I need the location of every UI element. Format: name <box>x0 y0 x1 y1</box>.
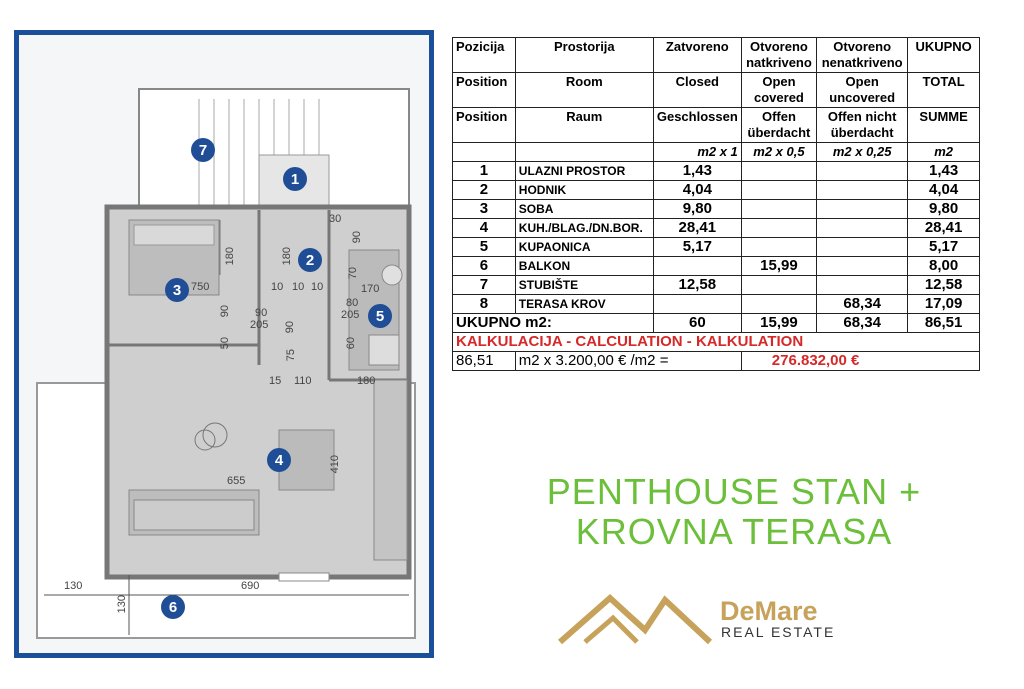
dim-180: 180 <box>224 247 236 266</box>
dim-110: 110 <box>294 375 312 387</box>
row-covered-cell <box>741 162 816 181</box>
calc-area: 86,51 <box>453 352 516 371</box>
factor-cell: m2 x 1 <box>653 143 741 162</box>
row-closed-cell <box>653 295 741 314</box>
row-room-cell: KUPAONICA <box>515 238 653 257</box>
row-room-cell: STUBIŠTE <box>515 276 653 295</box>
factor-cell: m2 <box>908 143 980 162</box>
dim-130: 130 <box>64 580 83 592</box>
dim-10: 10 <box>311 281 324 293</box>
table-header-row-en <box>453 73 980 108</box>
table-header-row-hr <box>453 38 980 73</box>
room-badge-4: 4 <box>267 448 291 472</box>
header-cell: Open covered <box>741 73 816 108</box>
room-badge-5: 5 <box>368 304 392 328</box>
row-closed-cell: 9,80 <box>653 200 741 219</box>
row-uncovered-cell <box>817 238 908 257</box>
row-uncovered-cell <box>817 181 908 200</box>
dim-30: 30 <box>329 213 342 225</box>
dim-75: 75 <box>285 349 297 362</box>
row-total-cell: 28,41 <box>908 219 980 238</box>
factor-cell: m2 x 0,25 <box>817 143 908 162</box>
table-sum-row <box>453 314 980 333</box>
dim-90: 90 <box>351 231 363 244</box>
dim-170: 170 <box>361 283 380 295</box>
floor-plan <box>14 30 434 658</box>
header-cell: Zatvoreno <box>653 38 741 73</box>
table-row <box>453 295 980 314</box>
header-cell: Pozicija <box>453 38 516 73</box>
row-total-cell: 4,04 <box>908 181 980 200</box>
header-cell: Otvoreno natkriveno <box>741 38 816 73</box>
brand-name: DeMare <box>720 596 818 626</box>
dim-130: 130 <box>116 595 128 614</box>
row-covered-cell <box>741 295 816 314</box>
row-total-cell: 8,00 <box>908 257 980 276</box>
row-room-cell: ULAZNI PROSTOR <box>515 162 653 181</box>
header-cell: Position <box>453 108 516 143</box>
dim-750: 750 <box>191 281 210 293</box>
table-row <box>453 200 980 219</box>
row-pos-cell: 8 <box>453 295 516 314</box>
row-covered-cell <box>741 181 816 200</box>
listing-title <box>534 472 934 552</box>
header-cell: SUMME <box>908 108 980 143</box>
header-cell: TOTAL <box>908 73 980 108</box>
area-calculation-table <box>452 37 980 371</box>
dim-205: 205 <box>341 309 360 321</box>
row-room-cell: HODNIK <box>515 181 653 200</box>
dim-10: 10 <box>292 281 305 293</box>
row-covered-cell <box>741 276 816 295</box>
table-factor-row <box>453 143 980 162</box>
table-row <box>453 238 980 257</box>
dim-70: 70 <box>347 267 359 280</box>
factor-cell <box>515 143 653 162</box>
row-pos-cell: 5 <box>453 238 516 257</box>
header-cell: Closed <box>653 73 741 108</box>
row-total-cell: 9,80 <box>908 200 980 219</box>
factor-cell: m2 x 0,5 <box>741 143 816 162</box>
row-pos-cell: 2 <box>453 181 516 200</box>
row-total-cell: 1,43 <box>908 162 980 181</box>
dim-410: 410 <box>329 455 341 474</box>
header-cell: Otvoreno nenatkriveno <box>817 38 908 73</box>
brand-subtitle: REAL ESTATE <box>721 624 836 640</box>
dim-60: 60 <box>345 337 357 350</box>
row-uncovered-cell: 68,34 <box>817 295 908 314</box>
row-uncovered-cell <box>817 200 908 219</box>
dim-90: 90 <box>255 307 268 319</box>
dim-655: 655 <box>227 475 246 487</box>
row-covered-cell <box>741 238 816 257</box>
row-total-cell: 5,17 <box>908 238 980 257</box>
table-row <box>453 276 980 295</box>
dim-50: 50 <box>219 337 231 350</box>
table-row <box>453 181 980 200</box>
calc-title-row <box>453 333 980 352</box>
dim-80: 80 <box>346 297 359 309</box>
row-uncovered-cell <box>817 219 908 238</box>
table-row <box>453 219 980 238</box>
dim-690: 690 <box>241 580 260 592</box>
room-badge-7: 7 <box>191 138 215 162</box>
row-closed-cell: 12,58 <box>653 276 741 295</box>
table-row <box>453 257 980 276</box>
calc-row <box>453 352 980 371</box>
row-pos-cell: 7 <box>453 276 516 295</box>
dim-180: 180 <box>281 247 293 266</box>
calc-formula: m2 x 3.200,00 € /m2 = <box>515 352 741 371</box>
row-room-cell: SOBA <box>515 200 653 219</box>
dim-90: 90 <box>284 321 296 334</box>
row-room-cell: KUH./BLAG./DN.BOR. <box>515 219 653 238</box>
row-closed-cell <box>653 257 741 276</box>
header-cell: Position <box>453 73 516 108</box>
row-room-cell: TERASA KROV <box>515 295 653 314</box>
room-badge-1: 1 <box>283 167 307 191</box>
row-pos-cell: 3 <box>453 200 516 219</box>
sum-covered: 15,99 <box>741 314 816 333</box>
row-covered-cell: 15,99 <box>741 257 816 276</box>
row-pos-cell: 4 <box>453 219 516 238</box>
sum-uncovered: 68,34 <box>817 314 908 333</box>
row-uncovered-cell <box>817 257 908 276</box>
dim-15: 15 <box>269 375 282 387</box>
row-pos-cell: 6 <box>453 257 516 276</box>
header-cell: Room <box>515 73 653 108</box>
sum-label: UKUPNO m2: <box>453 314 654 333</box>
table-row <box>453 162 980 181</box>
header-cell: Open uncovered <box>817 73 908 108</box>
row-pos-cell: 1 <box>453 162 516 181</box>
header-cell: Offen überdacht <box>741 108 816 143</box>
row-closed-cell: 1,43 <box>653 162 741 181</box>
sum-closed: 60 <box>653 314 741 333</box>
table-header-row-de <box>453 108 980 143</box>
row-total-cell: 12,58 <box>908 276 980 295</box>
dim-90: 90 <box>219 305 231 318</box>
sum-total: 86,51 <box>908 314 980 333</box>
row-uncovered-cell <box>817 162 908 181</box>
row-closed-cell: 5,17 <box>653 238 741 257</box>
header-cell: Raum <box>515 108 653 143</box>
room-badge-6: 6 <box>161 595 185 619</box>
title-line-2: KROVNA TERASA <box>575 511 893 552</box>
title-line-1: PENTHOUSE STAN + <box>546 471 922 512</box>
row-uncovered-cell <box>817 276 908 295</box>
header-cell: Prostorija <box>515 38 653 73</box>
row-closed-cell: 4,04 <box>653 181 741 200</box>
dim-205: 205 <box>250 319 269 331</box>
row-room-cell: BALKON <box>515 257 653 276</box>
dim-180: 180 <box>357 375 376 387</box>
row-closed-cell: 28,41 <box>653 219 741 238</box>
header-cell: Offen nicht überdacht <box>817 108 908 143</box>
header-cell: UKUPNO <box>908 38 980 73</box>
row-covered-cell <box>741 219 816 238</box>
room-badge-3: 3 <box>165 278 189 302</box>
room-badge-2: 2 <box>298 248 322 272</box>
calc-title: KALKULACIJA - CALCULATION - KALKULATION <box>453 333 980 352</box>
row-total-cell: 17,09 <box>908 295 980 314</box>
row-covered-cell <box>741 200 816 219</box>
dim-10: 10 <box>271 281 284 293</box>
header-cell: Geschlossen <box>653 108 741 143</box>
factor-cell <box>453 143 516 162</box>
calc-result: 276.832,00 € <box>741 352 979 371</box>
